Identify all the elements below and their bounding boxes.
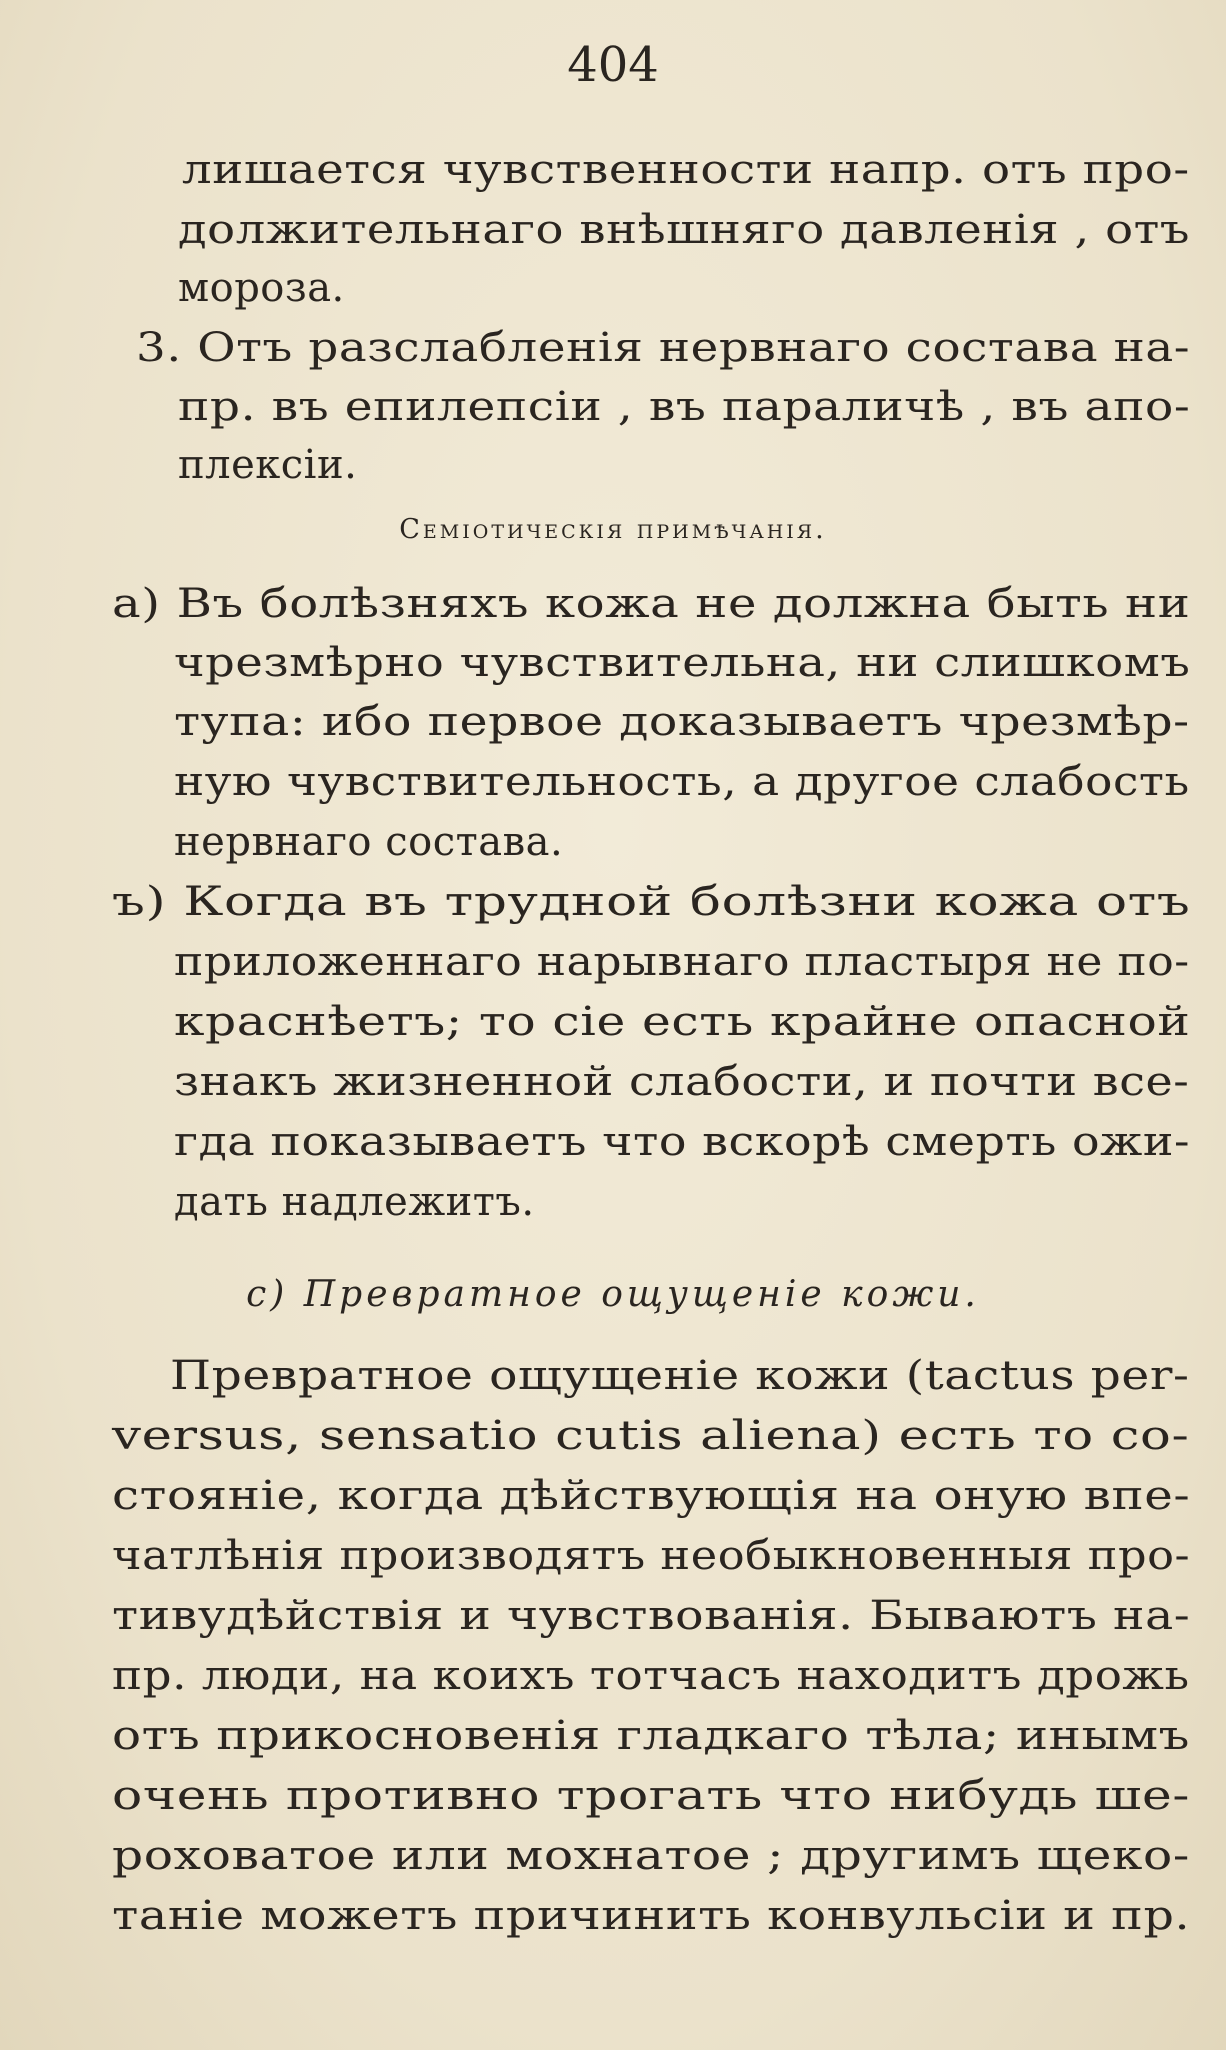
- text-line: чатлѣнія производятъ необыкновенныя про-: [112, 1533, 1191, 1579]
- page-number: 404: [567, 37, 659, 93]
- text-line: краснѣетъ; то сіе есть крайне опасной: [174, 999, 1191, 1045]
- text-line: нервнаго состава.: [174, 819, 564, 865]
- text-line: тивудѣйствія и чувствованія. Бываютъ на-: [112, 1593, 1191, 1639]
- text-line: знакъ жизненной слабости, и почти все-: [174, 1059, 1190, 1105]
- section-heading: Семіотическія примѣчанія.: [399, 514, 827, 545]
- text-line: пр. въ епилепсіи , въ параличѣ , въ апо-: [178, 384, 1191, 430]
- text-line: a) Въ болѣзняхъ кожа не должна быть ни: [112, 581, 1191, 627]
- text-line: 3. Отъ разслабленія нервнаго состава на-: [136, 325, 1191, 371]
- text-line: тупа: ибо первое доказываетъ чрезмѣр-: [174, 699, 1190, 745]
- text-line: очень противно трогать что нибудь ше-: [112, 1773, 1191, 1819]
- text-line: ную чувствительность, а другое слабость: [174, 759, 1190, 805]
- text-line: должительнаго внѣшняго давленія , отъ: [178, 207, 1191, 253]
- text-line: ъ) Когда въ трудной болѣзни кожа отъ: [112, 879, 1191, 925]
- text-line: плексіи.: [178, 442, 358, 488]
- subsection-heading: c) Превратное ощущеніе кожи.: [246, 1274, 980, 1315]
- text-line: пр. люди, на коихъ тотчасъ находитъ дрожь: [112, 1653, 1190, 1699]
- text-line: роховатое или мохнатое ; другимъ щеко-: [112, 1833, 1190, 1879]
- text-line: Превратное ощущеніе кожи (tactus per-: [170, 1353, 1190, 1399]
- text-line: гда показываетъ что вскорѣ смерть ожи-: [174, 1119, 1191, 1165]
- text-line: таніе можетъ причинить конвульсіи и пр.: [112, 1893, 1191, 1939]
- text-line: отъ прикосновенія гладкаго тѣла; инымъ: [112, 1713, 1190, 1759]
- text-line: стояніе, когда дѣйствующія на оную впе-: [112, 1473, 1191, 1519]
- text-line: чрезмѣрно чувствительна, ни слишкомъ: [174, 640, 1191, 686]
- text-line: мороза.: [178, 265, 345, 311]
- text-line: дать надлежитъ.: [174, 1179, 535, 1225]
- text-line: versus, sensatio cutis aliena) есть то со-: [112, 1413, 1190, 1459]
- text-line: приложеннаго нарывнаго пластыря не по-: [174, 939, 1190, 985]
- text-line: лишается чувственности напр. отъ про-: [182, 147, 1190, 193]
